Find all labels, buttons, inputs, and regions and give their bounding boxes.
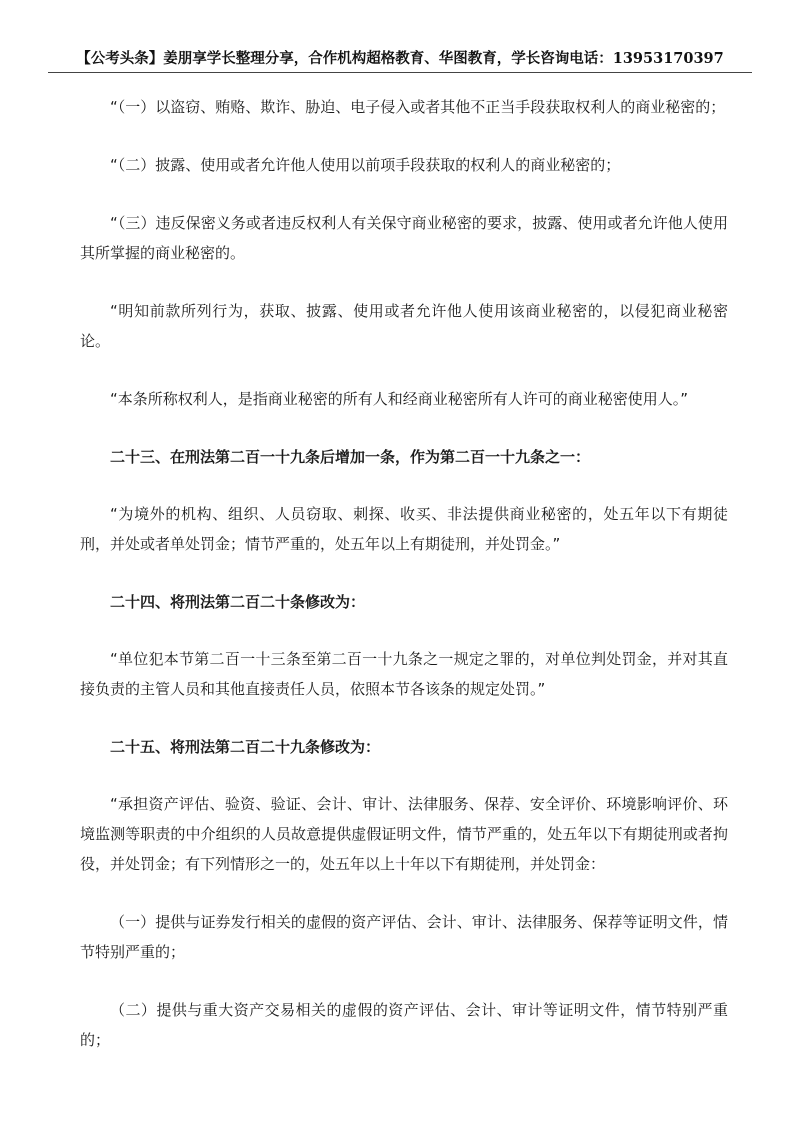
- clause-paragraph: “为境外的机构、组织、人员窃取、刺探、收买、非法提供商业秘密的，处五年以下有期徒刑，并处或者单处罚金；情节严重的，处五年以上有期徒刑，并处罚金。”: [80, 505, 728, 553]
- clause-paragraph: “承担资产评估、验资、验证、会计、审计、法律服务、保荐、安全评价、环境影响评价、环境监测等职责的中介组织的人员故意提供虚假证明文件，情节严重的，处五年以下有期徒刑或者拘役，并处罚金；有下列情形之一的，处五年以上十年以下有期徒刑，并处罚金：: [80, 795, 728, 873]
- clause-paragraph: “（二）披露、使用或者允许他人使用以前项手段获取的权利人的商业秘密的；: [110, 156, 621, 174]
- clause-paragraph: “（一）以盗窃、贿赂、欺诈、胁迫、电子侵入或者其他不正当手段获取权利人的商业秘密的；: [110, 98, 726, 116]
- clause-paragraph: （二）提供与重大资产交易相关的虚假的资产评估、会计、审计等证明文件，情节特别严重的；: [80, 1001, 728, 1049]
- clause-paragraph: （一）提供与证券发行相关的虚假的资产评估、会计、审计、法律服务、保荐等证明文件，情节特别严重的；: [80, 913, 728, 961]
- section-heading: 二十五、将刑法第二百二十九条修改为：: [110, 738, 381, 756]
- document-body: [80, 92, 728, 1083]
- page-header: 【公考头条】姜朋享学长整理分享，合作机构超格教育、华图教育，学长咨询电话：13953170397: [48, 48, 752, 73]
- clause-paragraph: “本条所称权利人，是指商业秘密的所有人和经商业秘密所有人许可的商业秘密使用人。”: [110, 390, 689, 408]
- section-heading: 二十三、在刑法第二百一十九条后增加一条，作为第二百一十九条之一：: [110, 448, 591, 466]
- clause-paragraph: “（三）违反保密义务或者违反权利人有关保守商业秘密的要求，披露、使用或者允许他人使用其所掌握的商业秘密的。: [80, 214, 728, 262]
- section-heading: 二十四、将刑法第二百二十条修改为：: [110, 593, 366, 611]
- clause-paragraph: “明知前款所列行为，获取、披露、使用或者允许他人使用该商业秘密的，以侵犯商业秘密论。: [80, 302, 728, 350]
- clause-paragraph: “单位犯本节第二百一十三条至第二百一十九条之一规定之罪的，对单位判处罚金，并对其直接负责的主管人员和其他直接责任人员，依照本节各该条的规定处罚。”: [80, 650, 728, 698]
